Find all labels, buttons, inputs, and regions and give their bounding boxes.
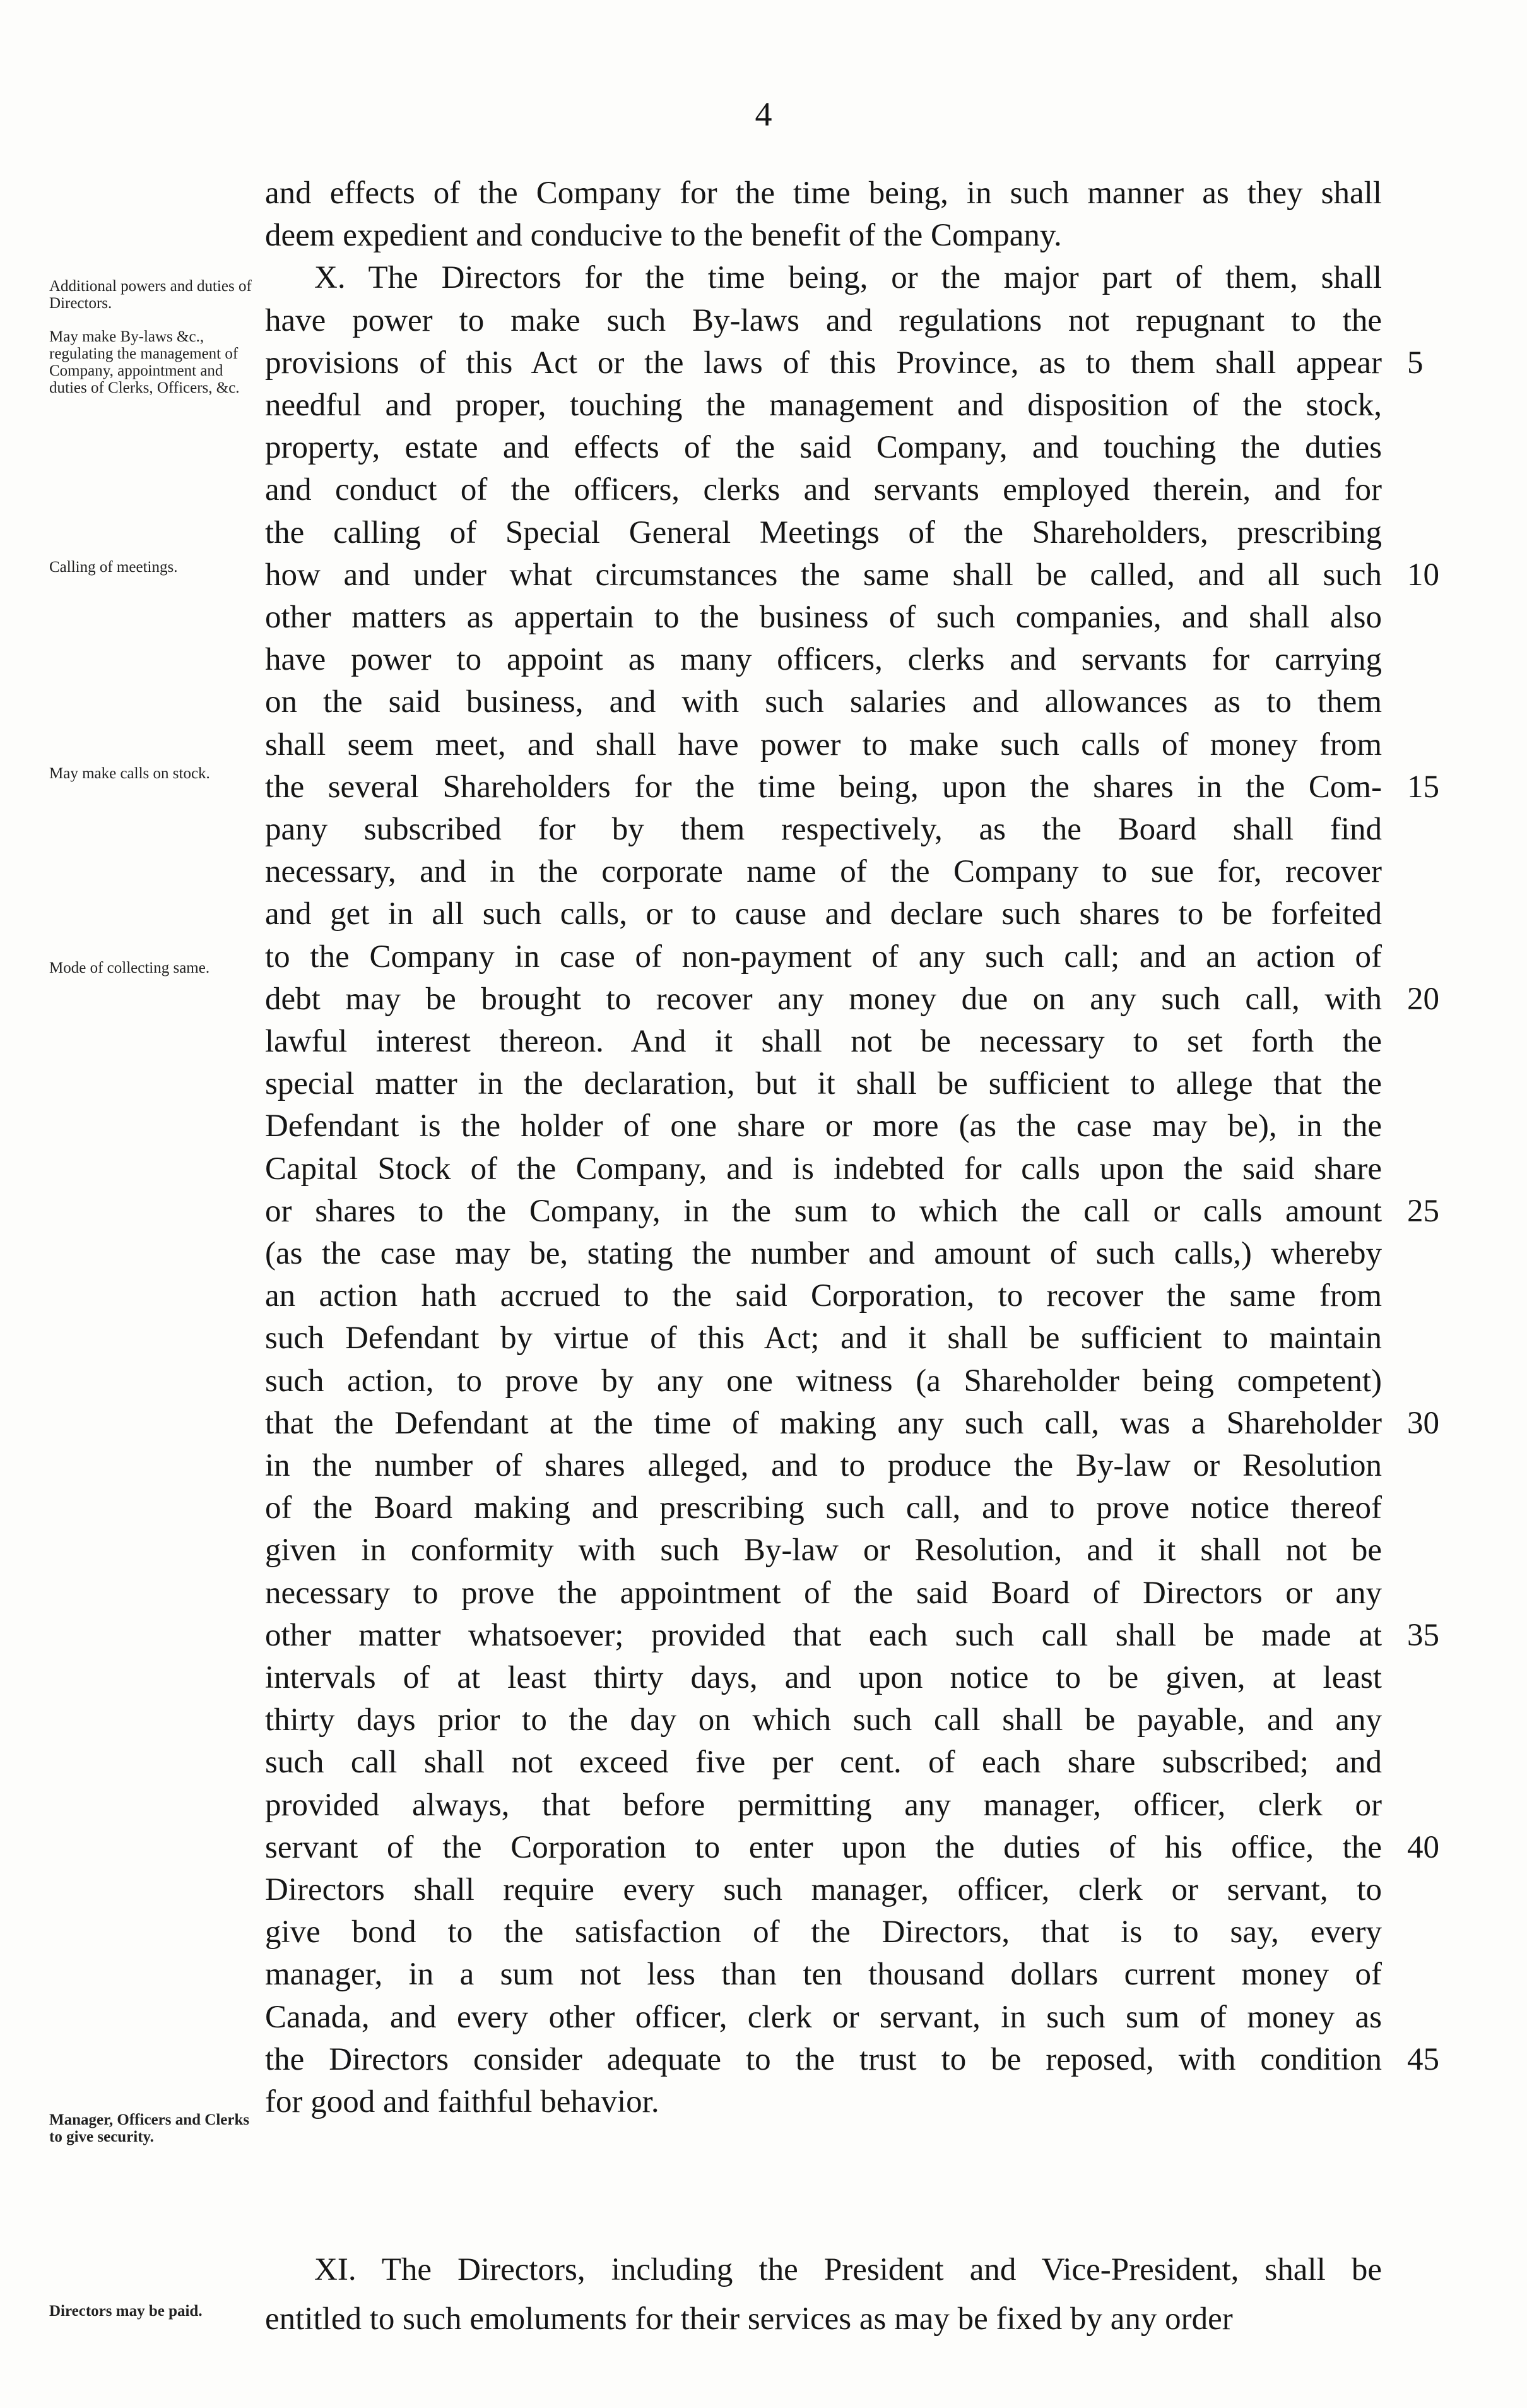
text-line: Defendant is the holder of one share or more (as the case may be), in the [265, 1108, 1382, 1144]
margin-note-collecting: Mode of collecting same. [49, 959, 210, 976]
text-line: given in conformity with such By-law or Resolution, and it shall not be [265, 1533, 1382, 1568]
text-line: an action hath accrued to the said Corporation, to recover the same from [265, 1278, 1382, 1314]
line-number: 35 [1407, 1618, 1439, 1653]
line-number: 30 [1407, 1406, 1439, 1441]
text-line: the several Shareholders for the time being, upon the shares in the Com- [265, 769, 1382, 805]
text-line: of the Board making and prescribing such call, and to prove notice thereof [265, 1490, 1382, 1526]
text-line: Canada, and every other officer, clerk or servant, in such sum of money as [265, 2000, 1382, 2035]
text-line: property, estate and effects of the said Company, and touching the duties [265, 430, 1382, 465]
text-line: necessary to prove the appointment of the said Board of Directors or any [265, 1575, 1382, 1611]
text-line: debt may be brought to recover any money due on any such call, with [265, 982, 1382, 1017]
text-line: the Directors consider adequate to the trust to be reposed, with condition [265, 2042, 1382, 2077]
text-line: the calling of Special General Meetings of the Shareholders, prescribing [265, 515, 1382, 550]
page-number: 4 [755, 95, 772, 133]
body-text [0, 169, 1527, 2378]
text-line: and conduct of the officers, clerks and servants employed therein, and for [265, 472, 1382, 507]
text-line: how and under what circumstances the same shall be called, and all such [265, 557, 1382, 593]
line-number: 25 [1407, 1194, 1439, 1229]
text-line: on the said business, and with such salaries and allowances as to them [265, 684, 1382, 720]
margin-note-additional-powers: Additional powers and duties of Directors. [49, 278, 252, 312]
text-line: Capital Stock of the Company, and is indebted for calls upon the said share [265, 1151, 1382, 1187]
text-line: lawful interest thereon. And it shall not be necessary to set forth the [265, 1024, 1382, 1059]
text-line: have power to appoint as many officers, clerks and servants for carrying [265, 642, 1382, 677]
text-line: thirty days prior to the day on which such call shall be payable, and any [265, 1702, 1382, 1738]
text-line: intervals of at least thirty days, and upon notice to be given, at least [265, 1660, 1382, 1695]
text-line: deem expedient and conducive to the benefit of the Company. [265, 218, 1062, 253]
margin-note-by-laws: May make By-laws &c., regulating the management of Company, appointment and duties of Clerks, Officers, &c. [49, 328, 240, 396]
text-line: needful and proper, touching the management and disposition of the stock, [265, 388, 1382, 423]
text-line: special matter in the declaration, but it shall be sufficient to allege that the [265, 1066, 1382, 1101]
text-line: manager, in a sum not less than ten thousand dollars current money of [265, 1957, 1382, 1992]
text-line: Directors shall require every such manager, officer, clerk or servant, to [265, 1872, 1382, 1907]
text-line: servant of the Corporation to enter upon the duties of his office, the [265, 1830, 1382, 1865]
line-number: 15 [1407, 769, 1439, 805]
margin-note-calls-on-stock: May make calls on stock. [49, 765, 210, 782]
line-number: 40 [1407, 1830, 1439, 1865]
text-line: provisions of this Act or the laws of this Province, as to them shall appear [265, 345, 1382, 381]
margin-note-calling-meetings: Calling of meetings. [49, 559, 178, 576]
margin-note-directors-paid: Directors may be paid. [49, 2303, 203, 2320]
line-number: 45 [1407, 2042, 1439, 2077]
line-number: 5 [1407, 345, 1424, 381]
line-number: 10 [1407, 557, 1439, 593]
text-line: such Defendant by virtue of this Act; and it shall be sufficient to maintain [265, 1320, 1382, 1356]
text-line: provided always, that before permitting any manager, officer, clerk or [265, 1788, 1382, 1823]
text-line: to the Company in case of non-payment of any such call; and an action of [265, 939, 1382, 975]
text-line: other matter whatsoever; provided that each such call shall be made at [265, 1618, 1382, 1653]
text-line: such call shall not exceed five per cent. of each share subscribed; and [265, 1745, 1382, 1780]
margin-note-security: Manager, Officers and Clerks to give security. [49, 2111, 250, 2145]
text-line: other matters as appertain to the business of such companies, and shall also [265, 600, 1382, 635]
text-line: (as the case may be, stating the number and amount of such calls,) whereby [265, 1236, 1382, 1271]
text-line: have power to make such By-laws and regulations not repugnant to the [265, 303, 1382, 338]
text-line: and get in all such calls, or to cause and declare such shares to be forfeited [265, 896, 1382, 932]
text-line: such action, to prove by any one witness (a Shareholder being competent) [265, 1363, 1382, 1399]
text-line: shall seem meet, and shall have power to make such calls of money from [265, 727, 1382, 762]
text-line: and effects of the Company for the time being, in such manner as they shall [265, 175, 1382, 211]
text-line: for good and faithful behavior. [265, 2084, 659, 2120]
text-line: pany subscribed for by them respectively, as the Board shall find [265, 812, 1382, 847]
text-line: entitled to such emoluments for their services as may be fixed by any order [265, 2301, 1233, 2337]
text-line: that the Defendant at the time of making any such call, was a Shareholder [265, 1406, 1382, 1441]
text-line: X. The Directors for the time being, or the major part of them, shall [314, 260, 1382, 295]
text-line: XI. The Directors, including the President and Vice-President, shall be [314, 2252, 1382, 2287]
text-line: in the number of shares alleged, and to produce the By-law or Resolution [265, 1448, 1382, 1483]
line-number: 20 [1407, 982, 1439, 1017]
text-line: or shares to the Company, in the sum to which the call or calls amount [265, 1194, 1382, 1229]
text-line: necessary, and in the corporate name of the Company to sue for, recover [265, 854, 1382, 889]
text-line: give bond to the satisfaction of the Directors, that is to say, every [265, 1914, 1382, 1950]
